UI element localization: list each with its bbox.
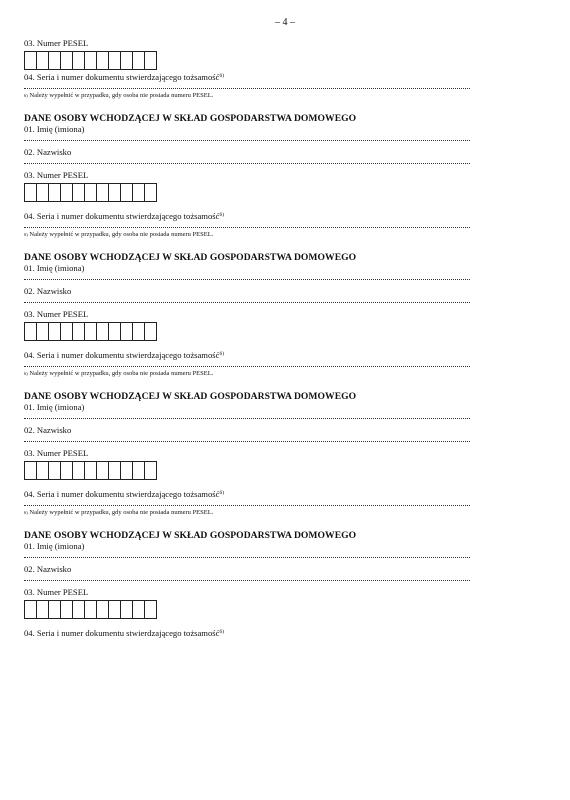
pesel-digit-box[interactable] (48, 322, 60, 341)
last-name-label: 02. Nazwisko (24, 564, 72, 574)
pesel-input[interactable] (24, 183, 470, 201)
pesel-digit-box[interactable] (132, 183, 144, 202)
document-field[interactable] (24, 82, 470, 89)
pesel-digit-box[interactable] (108, 51, 120, 70)
pesel-digit-box[interactable] (108, 183, 120, 202)
pesel-digit-box[interactable] (24, 600, 36, 619)
section-heading: DANE OSOBY WCHODZĄCEJ W SKŁAD GOSPODARSTWA DOMOWEGO (24, 530, 357, 541)
pesel-digit-box[interactable] (84, 600, 96, 619)
last-name-label: 02. Nazwisko (24, 147, 72, 157)
pesel-digit-box[interactable] (72, 51, 84, 70)
pesel-label: 03. Numer PESEL (24, 38, 89, 48)
document-field[interactable] (24, 360, 470, 367)
first-name-field[interactable] (24, 134, 470, 141)
pesel-digit-box[interactable] (120, 183, 132, 202)
pesel-digit-box[interactable] (84, 51, 96, 70)
footnote: $^{6)}$ Należy wypełnić w przypadku, gdy osoba nie posiada numeru PESEL. (24, 231, 214, 238)
person-section (24, 252, 470, 378)
pesel-digit-box[interactable] (84, 183, 96, 202)
pesel-digit-box[interactable] (36, 183, 48, 202)
first-name-label: 01. Imię (imiona) (24, 402, 85, 412)
pesel-digit-box[interactable] (144, 183, 157, 202)
pesel-digit-box[interactable] (96, 183, 108, 202)
pesel-digit-box[interactable] (60, 322, 72, 341)
document-label: 04. Seria i numer dokumentu stwierdzającego tożsamość$^{6)}$ (24, 350, 225, 360)
pesel-digit-box[interactable] (48, 461, 60, 480)
last-name-field[interactable] (24, 296, 470, 303)
pesel-label: 03. Numer PESEL (24, 587, 89, 597)
pesel-digit-box[interactable] (108, 600, 120, 619)
pesel-digit-box[interactable] (60, 600, 72, 619)
pesel-digit-box[interactable] (144, 461, 157, 480)
pesel-digit-box[interactable] (132, 461, 144, 480)
pesel-digit-box[interactable] (144, 600, 157, 619)
last-name-field[interactable] (24, 157, 470, 164)
pesel-digit-box[interactable] (72, 322, 84, 341)
first-name-label: 01. Imię (imiona) (24, 263, 85, 273)
pesel-digit-box[interactable] (96, 461, 108, 480)
pesel-digit-box[interactable] (132, 322, 144, 341)
pesel-digit-box[interactable] (24, 322, 36, 341)
pesel-input[interactable] (24, 322, 470, 340)
pesel-digit-box[interactable] (132, 51, 144, 70)
pesel-digit-box[interactable] (84, 322, 96, 341)
page-number: – 4 – (275, 17, 295, 28)
pesel-digit-box[interactable] (120, 51, 132, 70)
pesel-digit-box[interactable] (24, 461, 36, 480)
pesel-digit-box[interactable] (96, 600, 108, 619)
document-label: 04. Seria i numer dokumentu stwierdzającego tożsamość$^{6)}$ (24, 628, 225, 638)
pesel-input[interactable] (24, 600, 470, 618)
pesel-digit-box[interactable] (72, 461, 84, 480)
pesel-digit-box[interactable] (60, 183, 72, 202)
pesel-digit-box[interactable] (48, 600, 60, 619)
section-heading: DANE OSOBY WCHODZĄCEJ W SKŁAD GOSPODARSTWA DOMOWEGO (24, 113, 357, 124)
first-name-field[interactable] (24, 551, 470, 558)
pesel-input[interactable] (24, 51, 470, 69)
pesel-digit-box[interactable] (132, 600, 144, 619)
pesel-digit-box[interactable] (24, 51, 36, 70)
pesel-digit-box[interactable] (96, 51, 108, 70)
person-section (24, 391, 470, 517)
last-name-field[interactable] (24, 435, 470, 442)
document-field[interactable] (24, 221, 470, 228)
person-section (24, 113, 470, 239)
pesel-digit-box[interactable] (84, 461, 96, 480)
pesel-digit-box[interactable] (96, 322, 108, 341)
document-label: 04. Seria i numer dokumentu stwierdzającego tożsamość$^{6)}$ (24, 72, 225, 82)
person-section (24, 530, 470, 638)
first-name-label: 01. Imię (imiona) (24, 541, 85, 551)
document-label: 04. Seria i numer dokumentu stwierdzającego tożsamość$^{6)}$ (24, 489, 225, 499)
section-heading: DANE OSOBY WCHODZĄCEJ W SKŁAD GOSPODARSTWA DOMOWEGO (24, 252, 357, 263)
pesel-digit-box[interactable] (144, 51, 157, 70)
last-name-label: 02. Nazwisko (24, 425, 72, 435)
pesel-digit-box[interactable] (48, 183, 60, 202)
pesel-digit-box[interactable] (120, 600, 132, 619)
pesel-input[interactable] (24, 461, 470, 479)
pesel-digit-box[interactable] (48, 51, 60, 70)
first-name-field[interactable] (24, 412, 470, 419)
first-name-label: 01. Imię (imiona) (24, 124, 85, 134)
person-section-continued (24, 38, 470, 100)
section-heading: DANE OSOBY WCHODZĄCEJ W SKŁAD GOSPODARSTWA DOMOWEGO (24, 391, 357, 402)
form-content (24, 38, 470, 638)
pesel-digit-box[interactable] (108, 461, 120, 480)
pesel-label: 03. Numer PESEL (24, 448, 89, 458)
pesel-digit-box[interactable] (72, 600, 84, 619)
last-name-field[interactable] (24, 574, 470, 581)
pesel-digit-box[interactable] (60, 51, 72, 70)
pesel-digit-box[interactable] (36, 600, 48, 619)
last-name-label: 02. Nazwisko (24, 286, 72, 296)
pesel-digit-box[interactable] (144, 322, 157, 341)
pesel-digit-box[interactable] (72, 183, 84, 202)
pesel-digit-box[interactable] (36, 51, 48, 70)
pesel-digit-box[interactable] (36, 461, 48, 480)
document-field[interactable] (24, 499, 470, 506)
document-label: 04. Seria i numer dokumentu stwierdzającego tożsamość$^{6)}$ (24, 211, 225, 221)
footnote: $^{6)}$ Należy wypełnić w przypadku, gdy osoba nie posiada numeru PESEL. (24, 509, 214, 516)
pesel-digit-box[interactable] (60, 461, 72, 480)
pesel-digit-box[interactable] (24, 183, 36, 202)
pesel-digit-box[interactable] (120, 322, 132, 341)
pesel-digit-box[interactable] (120, 461, 132, 480)
footnote: $^{6)}$ Należy wypełnić w przypadku, gdy osoba nie posiada numeru PESEL. (24, 370, 214, 377)
pesel-label: 03. Numer PESEL (24, 170, 89, 180)
first-name-field[interactable] (24, 273, 470, 280)
pesel-digit-box[interactable] (108, 322, 120, 341)
pesel-label: 03. Numer PESEL (24, 309, 89, 319)
footnote: $^{6)}$ Należy wypełnić w przypadku, gdy osoba nie posiada numeru PESEL. (24, 92, 214, 99)
pesel-digit-box[interactable] (36, 322, 48, 341)
